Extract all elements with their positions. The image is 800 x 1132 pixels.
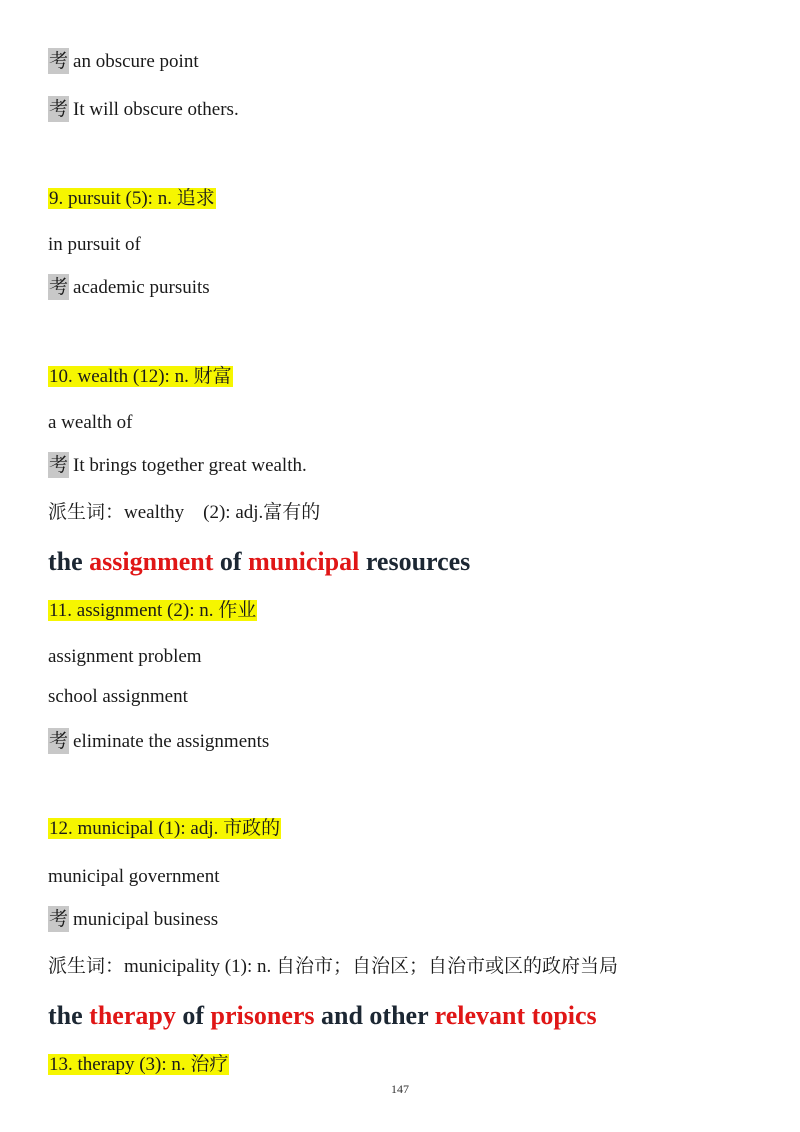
entry-heading xyxy=(48,816,281,842)
example-line xyxy=(48,728,269,755)
example-line xyxy=(48,48,199,75)
heading-part: and other xyxy=(314,1001,435,1030)
phrase-line: a wealth of xyxy=(48,412,133,433)
heading-part: the xyxy=(48,547,90,576)
derivative-line: 派生词：wealthy (2): adj.富有的 xyxy=(48,502,321,523)
heading-keyword: municipal xyxy=(248,547,360,576)
derivative-line: 派生词：municipality (1): n. 自治市；自治区；自治市或区的政府当局 xyxy=(48,956,618,977)
entry-heading-text: 9. pursuit (5): n. 追求 xyxy=(49,188,215,209)
heading-keyword: prisoners xyxy=(210,1001,315,1030)
exam-tag: 考 xyxy=(49,98,69,120)
example-line xyxy=(48,96,239,123)
entry-heading xyxy=(48,364,233,390)
entry-heading-text: 13. therapy (3): n. 治疗 xyxy=(49,1054,229,1075)
entry-heading xyxy=(48,598,257,624)
example-line xyxy=(48,452,307,479)
phrase-line: municipal government xyxy=(48,866,220,887)
heading-part: of xyxy=(213,547,249,576)
exam-tag: 考 xyxy=(49,730,69,752)
phrase-line: school assignment xyxy=(48,686,188,707)
section-heading xyxy=(48,1000,597,1032)
heading-part: of xyxy=(175,1001,211,1030)
exam-tag: 考 xyxy=(49,276,69,298)
exam-tag: 考 xyxy=(49,50,69,72)
example-line xyxy=(48,906,218,933)
example-text: It brings together great wealth. xyxy=(73,455,307,476)
example-line xyxy=(48,274,210,301)
heading-part: resources xyxy=(359,547,471,576)
heading-keyword: assignment xyxy=(89,547,214,576)
entry-heading xyxy=(48,186,216,212)
entry-heading-text: 12. municipal (1): adj. 市政的 xyxy=(49,818,281,839)
example-text: municipal business xyxy=(73,909,219,930)
phrase-line: assignment problem xyxy=(48,646,202,667)
page-number: 147 xyxy=(391,1082,409,1096)
exam-tag: 考 xyxy=(49,908,69,930)
example-text: It will obscure others. xyxy=(73,99,239,120)
entry-heading-text: 10. wealth (12): n. 财富 xyxy=(49,366,232,387)
heading-keyword: therapy xyxy=(89,1001,176,1030)
section-heading xyxy=(48,546,470,578)
entry-heading-text: 11. assignment (2): n. 作业 xyxy=(49,600,257,621)
phrase-line: in pursuit of xyxy=(48,234,141,255)
example-text: eliminate the assignments xyxy=(73,731,270,752)
entry-heading xyxy=(48,1052,229,1078)
example-text: an obscure point xyxy=(73,51,199,72)
exam-tag: 考 xyxy=(49,454,69,476)
example-text: academic pursuits xyxy=(73,277,210,298)
heading-keyword: relevant topics xyxy=(434,1001,597,1030)
heading-part: the xyxy=(48,1001,90,1030)
